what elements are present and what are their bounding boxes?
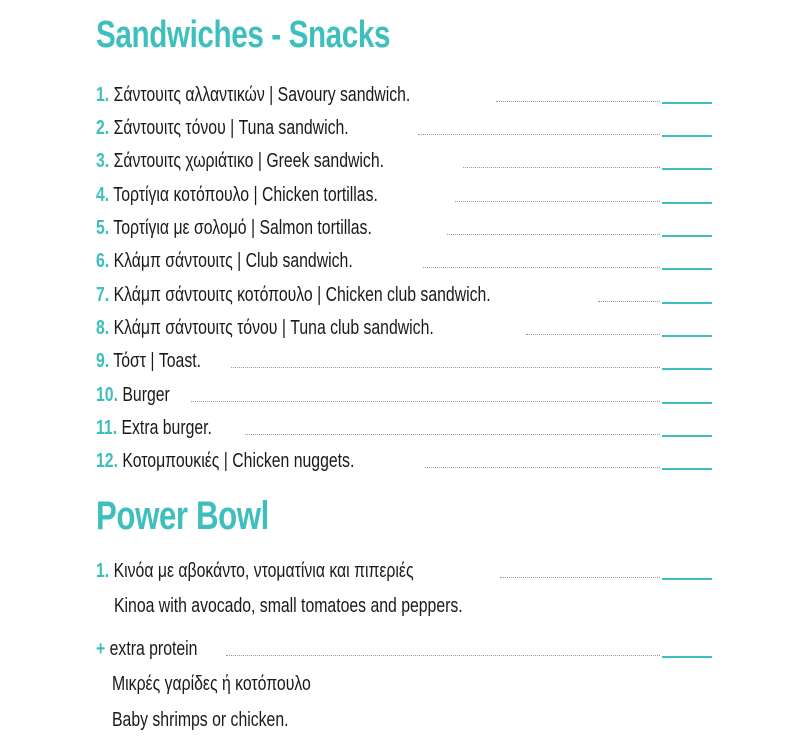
- item-label: Τορτίγια κοτόπουλο | Chicken tortillas.: [113, 184, 378, 206]
- price-line: [662, 402, 712, 404]
- item-number: 2.: [96, 117, 110, 139]
- price-line: [662, 302, 712, 304]
- item-subtitle: Kinoa with avocado, small tomatoes and peppers.: [114, 595, 463, 617]
- dot-leader: [425, 466, 660, 468]
- item-label: Σάντουιτς χωριάτικο | Greek sandwich.: [113, 150, 385, 172]
- menu-item: [96, 556, 712, 582]
- price-line: [662, 368, 712, 370]
- menu-item: [96, 146, 712, 172]
- dot-leader: [231, 366, 660, 368]
- menu-item: [96, 413, 712, 439]
- plus-icon: +: [96, 638, 106, 660]
- item-number: 3.: [96, 150, 110, 172]
- dot-leader: [418, 133, 660, 135]
- menu-item: [96, 280, 712, 306]
- menu-item: [96, 313, 712, 339]
- price-line: [662, 235, 712, 237]
- item-number: 9.: [96, 350, 110, 372]
- menu-item: [96, 346, 712, 372]
- item-number: 11.: [96, 417, 118, 439]
- item-number: 4.: [96, 184, 110, 206]
- item-label: extra protein: [109, 638, 198, 660]
- price-line: [662, 202, 712, 204]
- dot-leader: [455, 200, 660, 202]
- menu-item: [96, 180, 712, 206]
- item-number: 1.: [96, 84, 110, 106]
- section-title-power-bowl: Power Bowl: [96, 494, 269, 538]
- item-label: Κοτομπουκιές | Chicken nuggets.: [122, 450, 355, 472]
- menu-item: [96, 213, 712, 239]
- price-line: [662, 268, 712, 270]
- dot-leader: [496, 100, 660, 102]
- menu-item: [96, 380, 712, 406]
- dot-leader: [500, 576, 660, 578]
- dot-leader: [245, 433, 660, 435]
- dot-leader: [598, 300, 660, 302]
- price-line: [662, 335, 712, 337]
- menu-item: [96, 246, 712, 272]
- price-line: [662, 435, 712, 437]
- dot-leader: [191, 400, 660, 402]
- item-number: 6.: [96, 250, 110, 272]
- item-number: 7.: [96, 284, 110, 306]
- item-label: Κινόα με αβοκάντο, ντοματίνια και πιπεριές: [113, 560, 414, 582]
- item-label: Τορτίγια με σολομό | Salmon tortillas.: [113, 217, 372, 239]
- item-label: Σάντουιτς τόνου | Tuna sandwich.: [113, 117, 349, 139]
- item-label: Κλάμπ σάντουιτς | Club sandwich.: [113, 250, 353, 272]
- item-label: Τόστ | Toast.: [113, 350, 202, 372]
- section-title-snacks: Sandwiches - Snacks: [96, 14, 391, 56]
- price-line: [662, 578, 712, 580]
- price-line: [662, 135, 712, 137]
- extra-description-greek: Μικρές γαρίδες ή κοτόπουλο: [112, 673, 311, 695]
- dot-leader: [226, 654, 660, 656]
- price-line: [662, 102, 712, 104]
- price-line: [662, 468, 712, 470]
- item-number: 12.: [96, 450, 118, 472]
- price-line: [662, 656, 712, 658]
- item-number: 1.: [96, 560, 110, 582]
- item-label: Κλάμπ σάντουιτς τόνου | Tuna club sandwich.: [113, 317, 434, 339]
- menu-item-extra: [96, 634, 712, 660]
- price-line: [662, 168, 712, 170]
- item-label: Σάντουιτς αλλαντικών | Savoury sandwich.: [113, 84, 411, 106]
- menu-item: [96, 80, 712, 106]
- extra-description-english: Baby shrimps or chicken.: [112, 709, 289, 731]
- dot-leader: [463, 166, 660, 168]
- menu-item: [96, 113, 712, 139]
- menu-item: [96, 446, 712, 472]
- item-label: Burger: [122, 384, 170, 406]
- dot-leader: [423, 266, 660, 268]
- item-number: 8.: [96, 317, 110, 339]
- item-number: 10.: [96, 384, 118, 406]
- dot-leader: [526, 333, 660, 335]
- item-label: Κλάμπ σάντουιτς κοτόπουλο | Chicken club sandwich.: [113, 284, 491, 306]
- item-number: 5.: [96, 217, 110, 239]
- dot-leader: [447, 233, 660, 235]
- item-label: Extra burger.: [121, 417, 212, 439]
